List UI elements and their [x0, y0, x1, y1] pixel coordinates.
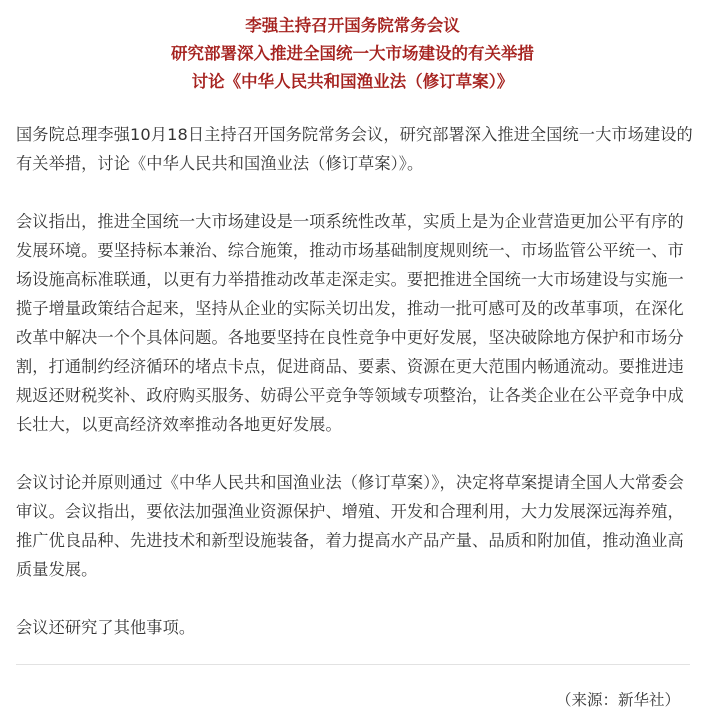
article-body — [16, 120, 696, 671]
paragraph-other-matters: 会议还研究了其他事项。 — [16, 618, 196, 637]
paragraph-fishery-law: 会议讨论并原则通过《中华人民共和国渔业法（修订草案）》，决定将草案提请全国人大常委会审议。会议指出，要依法加强渔业资源保护、增殖、开发和合理利用，大力发展深远海养殖，推广优良品种、先进技术和新型设施装备，着力提高水产品产量、品质和附加值，推动渔业高质量发展。 — [16, 473, 684, 579]
divider — [16, 664, 690, 665]
headline-line-2: 研究部署深入推进全国统一大市场建设的有关举措 — [171, 44, 534, 63]
paragraph-market: 会议指出，推进全国统一大市场建设是一项系统性改革，实质上是为企业营造更加公平有序的发展环境。要坚持标本兼治、综合施策，推动市场基础制度规则统一、市场监管公平统一、市场设施高标准联通，以更有力举措推动改革走深走实。要把推进全国统一大市场建设与实施一揽子增量政策结合起来，坚持从企业的实际关切出发，推动一批可感可及的改革事项，在深化改革中解决一个个具体问题。各地要坚持在良性竞争中更好发展，坚决破除地方保护和市场分割，打通制约经济循环的堵点卡点，促进商品、要素、资源在更大范围内畅通流动。要推进违规返还财税奖补、政府购买服务、妨碍公平竞争等领域专项整治，让各类企业在公平竞争中成长壮大，以更高经济效率推动各地更好发展。 — [16, 212, 684, 434]
headline-line-3: 讨论《中华人民共和国渔业法（修订草案）》 — [191, 72, 514, 91]
headline-line-1: 李强主持召开国务院常务会议 — [245, 16, 460, 35]
paragraph-intro: 国务院总理李强10月18日主持召开国务院常务会议，研究部署深入推进全国统一大市场建设的有关举措，讨论《中华人民共和国渔业法（修订草案）》。 — [16, 125, 693, 173]
headline — [0, 12, 705, 96]
source-credit: （来源：新华社） — [555, 691, 680, 709]
